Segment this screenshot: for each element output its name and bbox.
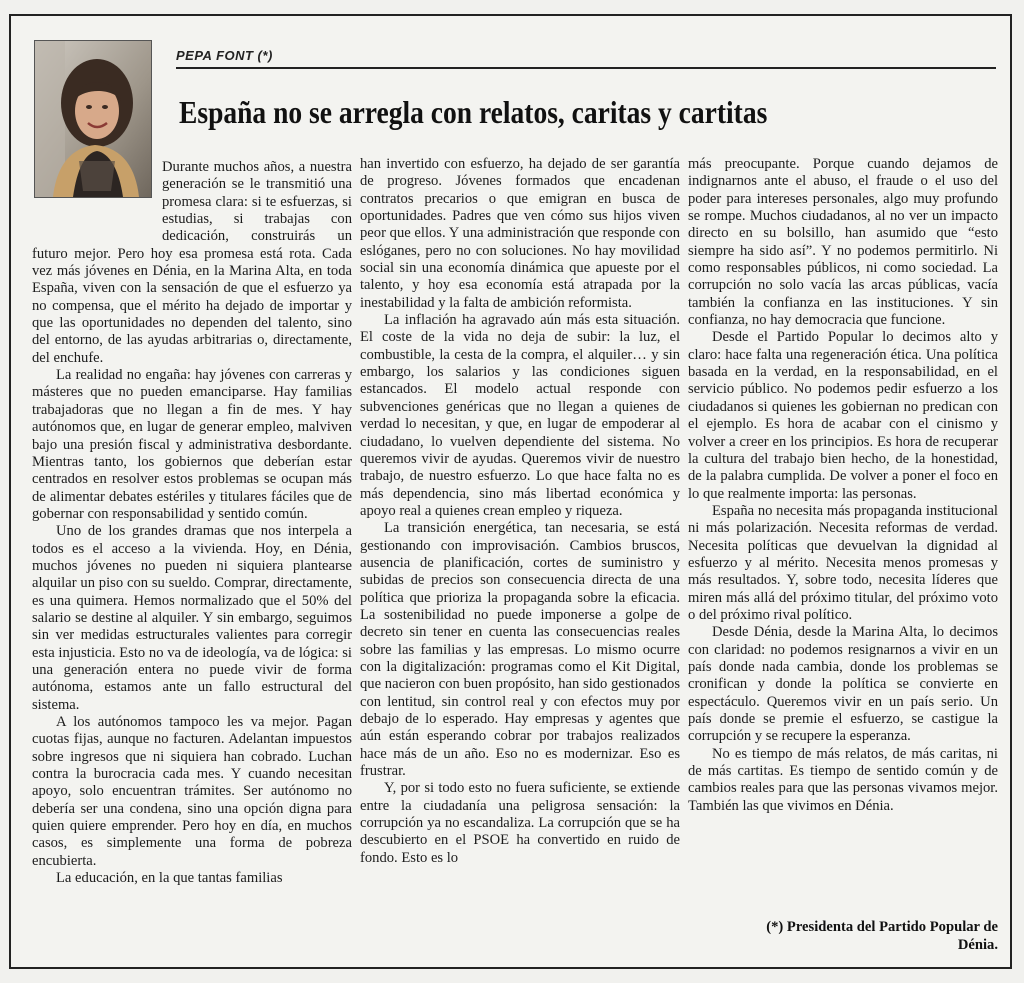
paragraph: Y, por si todo esto no fuera suficiente, se extiende entre la ciudadanía una peligrosa sensación: la corrupción ya no escandaliza. La corrupción que se ha descubierto en el PSOE ha convertido en ruido de fondo. Esto es lo	[360, 780, 680, 866]
author-signature	[688, 918, 998, 954]
paragraph: La educación, en la que tantas familias	[56, 870, 283, 887]
article-column-2	[360, 156, 680, 867]
article-column-1	[32, 159, 352, 887]
paragraph: España no necesita más propaganda institucional ni más polarización. Necesita reformas de verdad. Necesita políticas que devuelvan la dignidad al esfuerzo y al mérito. Necesita menos promesas y más resultados. Y, sobre todo, necesita líderes que miren más allá del próximo titular, del próximo voto o del próximo rival político.	[688, 502, 998, 623]
paragraph: La inflación ha agravado aún más esta situación. El coste de la vida no deja de subir: la luz, el combustible, la cesta de la compra, el alquiler… y sin embargo, los salarios y las condiciones siguen estancados. El modelo actual responde con subvenciones genéricas que no llegan a quienes de verdad lo necesitan, y que, en lugar de empoderar al ciudadano, lo vuelven dependiente del sistema. No queremos vivir de ayudas. Queremos vivir de nuestro trabajo, de nuestro esfuerzo. Lo que hace falta no es más dependencia, sino más libertad económica y apoyo real a quienes crean empleo y riqueza.	[360, 312, 680, 519]
signature-line: Dénia.	[957, 937, 998, 953]
byline-rule	[176, 67, 996, 69]
paragraph: La transición energética, tan necesaria, se está gestionando con improvisación. Cambios bruscos, ausencia de planificación, cortes de suministro y subidas de precios son consecuencia directa de una política que prioriza la propaganda sobre la eficacia. La sostenibilidad no puede imponerse a golpe de decreto sin tener en cuenta las consecuencias reales sobre las familias y las empresas. Lo mismo ocurre con la digitalización: programas como el Kit Digital, que nacieron con buen propósito, han sido gestionados con lentitud, sin control real y con efectos muy por debajo de lo esperado. Hay empresas y agentes que aún están esperando cobrar por trabajos realizados hace más de un año. Eso no es modernizar. Eso es frustrar.	[360, 520, 680, 780]
paragraph: La realidad no engaña: hay jóvenes con carreras y másteres que no pueden emanciparse. Hay familias trabajadoras que no llegan a fin de mes. Y hay autónomos que, en lugar de generar empleo, malviven bajo una presión fiscal y administrativa desbordante. Mientras tanto, los gobiernos que deberían estar centrados en resolver estos problemas se ocupan más de alimentar debates estériles y titulares fáciles que de gobernar con responsabilidad y sentido común.	[32, 367, 352, 522]
article-headline: España no se arregla con relatos, caritas y cartitas	[179, 94, 768, 130]
author-byline: PEPA FONT (*)	[176, 48, 273, 63]
photo-wrap-space	[32, 159, 162, 237]
newspaper-clipping	[9, 14, 1012, 969]
paragraph: No es tiempo de más relatos, de más caritas, ni de más cartitas. Es tiempo de sentido común y de cambios reales para que las personas vivamos mejor. También las que vivimos en Dénia.	[688, 745, 998, 814]
paragraph: más preocupante. Porque cuando dejamos de indignarnos ante el abuso, el fraude o el uso del poder para intereses personales, algo muy profundo se rompe. Muchos ciudadanos, al no ver un impacto directo en su bolsillo, han asumido que “esto siempre ha sido así”. Y no podemos permitirlo. Ni como responsables públicos, ni como sociedad. La corrupción no solo vacía las arcas públicas, vacía también la confianza en las instituciones. Y sin confianza, no hay democracia que funcione.	[688, 156, 998, 329]
paragraph: Uno de los grandes dramas que nos interpela a todos es el acceso a la vivienda. Hoy, en Dénia, muchos jóvenes no pueden ni siquiera plantearse alquilar un piso con su sueldo. Comprar, directamente, es una quimera. Hemos normalizado que el 50% del salario se destine al alquiler. Y sin embargo, seguimos sin ver medidas estructurales valientes para corregir esta injusticia. Esto no va de ideología, va de lógica: si una generación entera no puede vivir de forma autónoma, estamos ante un fallo estructural del sistema.	[32, 523, 352, 713]
article-column-3	[688, 156, 998, 815]
paragraph: Desde el Partido Popular lo decimos alto y claro: hace falta una regeneración ética. Una política basada en la verdad, en la responsabilidad, en el servicio público. No podemos pedir esfuerzo a los ciudadanos si quienes les gobiernan no predican con el ejemplo. Es hora de acabar con el cinismo y volver a creer en los principios. Es hora de recuperar la cultura del trabajo bien hecho, de la honestidad, de la palabra cumplida. De volver a poner el foco en lo que realmente importa: las personas.	[688, 329, 998, 502]
paragraph: Desde Dénia, desde la Marina Alta, lo decimos con claridad: no podemos resignarnos a vivir en un país donde nada cambia, donde los problemas se cronifican y donde la política se convierte en espectáculo. Queremos vivir en un país serio. Un país donde se premie el esfuerzo, se castigue la corrupción y se recupere la esperanza.	[688, 624, 998, 745]
signature-line: (*) Presidenta del Partido Popular de	[766, 919, 998, 935]
paragraph: Durante muchos años, a nuestra generación se le transmitió una promesa clara: si te esfuerzas, si estudias, si trabajas con dedicación, construirás un futuro mejor. Pero hoy esa promesa está rota. Cada vez más jóvenes en Dénia, en la Marina Alta, en toda España, viven con la sensación de que el esfuerzo ya no compensa, que el mérito ha dejado de importar y que las oportunidades no dependen del talento, sino del entorno, de las ayudas arbitrarias o, directamente, del enchufe.	[32, 159, 352, 366]
paragraph: A los autónomos tampoco les va mejor. Pagan cuotas fijas, aunque no facturen. Adelantan impuestos sobre ingresos que ni siquiera han cobrado. Luchan contra la burocracia cada mes. Y cuando necesitan apoyo, solo encuentran trámites. Ser autónomo no debería ser una condena, sino una opción digna para quien quiere emprender. Pero hoy en día, en muchos casos, es simplemente una forma de pobreza encubierta.	[32, 714, 352, 869]
paragraph: han invertido con esfuerzo, ha dejado de ser garantía de progreso. Jóvenes formados que encadenan contratos precarios o que emigran en busca de oportunidades. Padres que ven cómo sus hijos viven peor que ellos. Y una administración que responde con eslóganes, pero no con soluciones. No hay movilidad social sin una economía dinámica que apueste por el talento, y hoy esa economía está atrapada por la inestabilidad y la falta de ambición reformista.	[360, 156, 680, 311]
